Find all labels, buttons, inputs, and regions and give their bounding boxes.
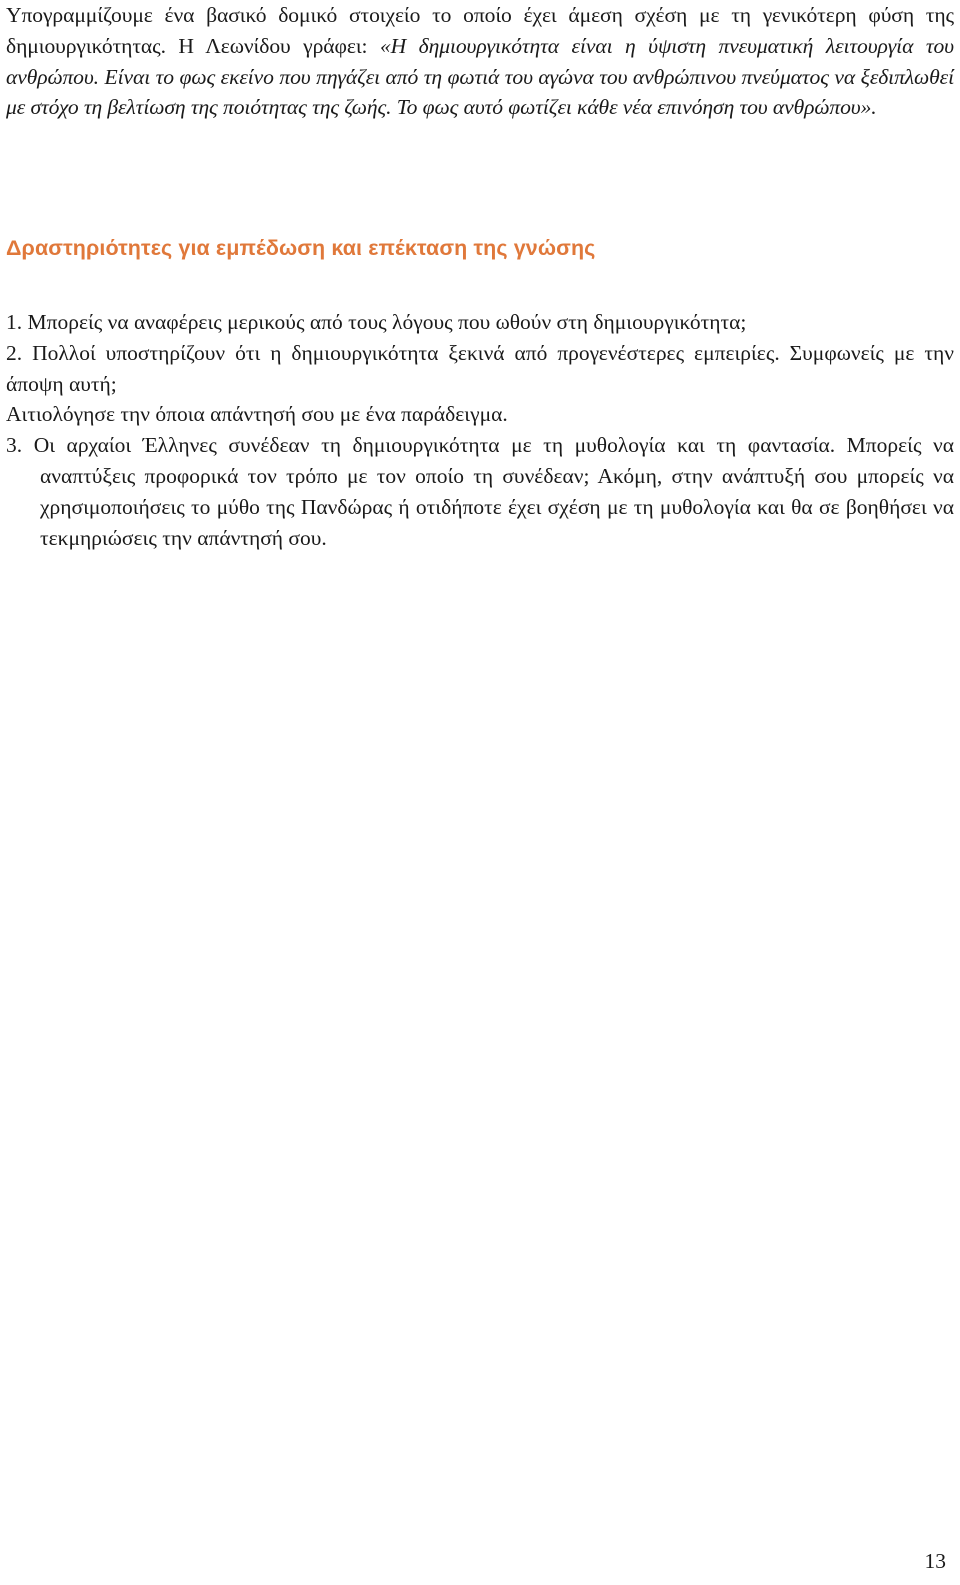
activity-number: 2. <box>6 340 23 365</box>
intro-lead-text: Υπογραμμίζουμε ένα βασικό δομικό στοιχείο το οποίο έχει άμεση σχέση με τη γενικότερη φύση της δημιουργικότητας. Η Λεωνίδου γράφει: <box>6 3 954 58</box>
activity-item-1 <box>6 307 954 338</box>
activities-list <box>6 307 954 553</box>
activity-text: Πολλοί υποστηρίζουν ότι η δημιουργικότητα ξεκινά από προγενέστερες εμπειρίες. Συμφωνείς με την άποψη αυτή; <box>6 340 955 396</box>
page-number: 13 <box>924 1549 946 1573</box>
activity-number: 3. <box>6 433 23 458</box>
intro-paragraph <box>6 0 954 123</box>
activity-number: 1. <box>6 310 23 334</box>
activity-text: Οι αρχαίοι Έλληνες συνέδεαν τη δημιουργικότητα με τη μυθολογία και τη φαντασία. Μπορείς να αναπτύξεις προφορικά τον τρόπο με τον οποίο τη συνέδεαν; Ακόμη, στην ανάπτυξή σου μπορείς να χρησιμοποιήσεις το μύθο της Πανδώρας ή οτιδήποτε έχει σχέση με τη μυθολογία και θα σε βοηθήσει να τεκμηριώσεις την απάντησή σου. <box>33 433 954 550</box>
activity-item-2-followup: Αιτιολόγησε την όποια απάντησή σου με ένα παράδειγμα. <box>6 402 508 427</box>
section-heading: Δραστηριότητες για εμπέδωση και επέκταση της γνώσης <box>6 236 596 260</box>
document-page <box>6 0 955 1573</box>
activity-item-3 <box>6 430 954 553</box>
activity-item-2 <box>6 338 954 400</box>
activity-text: Μπορείς να αναφέρεις μερικούς από τους λόγους που ωθούν στη δημιουργικότητα; <box>27 310 747 334</box>
intro-quote: «Η δημιουργικότητα είναι η ύψιστη πνευματική λειτουργία του ανθρώπου. Είναι το φως εκείνο που πηγάζει από τη φωτιά του αγώνα του ανθρώπινου πνεύματος να ξεδιπλωθεί με στόχο τη βελτίωση της ποιότητας της ζωής. Το φως αυτό φωτίζει κάθε νέα επινόηση του ανθρώπου». <box>6 33 954 120</box>
